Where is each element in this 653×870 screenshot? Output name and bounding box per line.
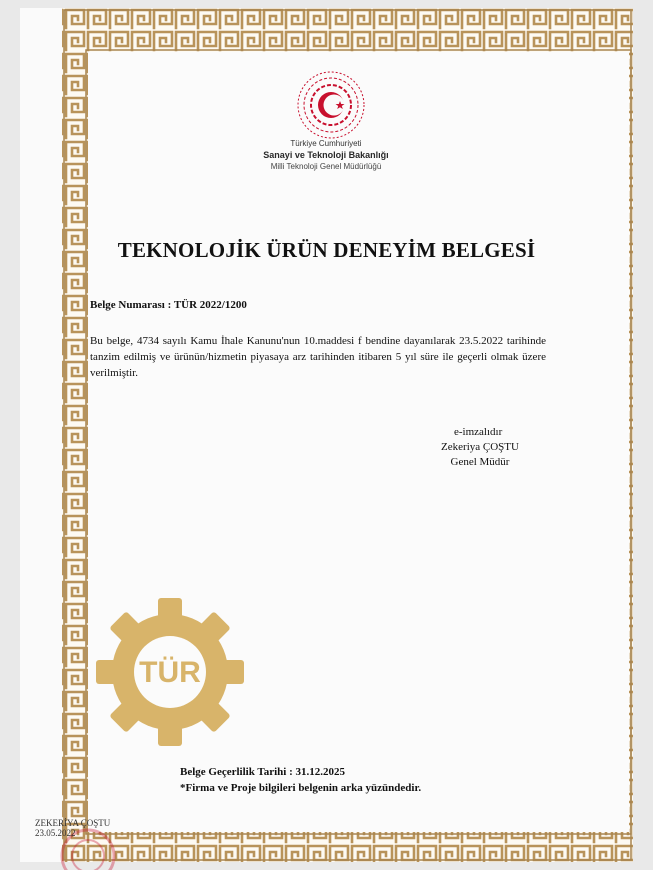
ministry-name: Sanayi ve Teknoloji Bakanlığı [263, 150, 389, 160]
signatory-title: Genel Müdür [450, 456, 510, 468]
logo-text: TÜR [139, 656, 201, 689]
tur-gear-logo [92, 598, 248, 746]
ministry-directorate: Milli Teknoloji Genel Müdürlüğü [270, 162, 382, 171]
certificate-title: TEKNOLOJİK ÜRÜN DENEYİM BELGESİ [117, 238, 536, 262]
footnote: *Firma ve Proje bilgileri belgenin arka yüzündedir. [180, 782, 422, 794]
signature-stamp [35, 818, 110, 838]
ministry-heading [226, 139, 426, 173]
ministry-country: Türkiye Cumhuriyeti [290, 139, 362, 148]
e-signature-label: e-imzalıdır [454, 426, 503, 438]
signature-block [420, 425, 540, 470]
stamp-name: ZEKERİYA ÇOŞTU [35, 818, 111, 828]
validity-date: Belge Geçerlilik Tarihi : 31.12.2025 [180, 766, 345, 778]
ministry-emblem [296, 70, 366, 140]
certificate-number: Belge Numarası : TÜR 2022/1200 [90, 299, 247, 311]
certificate-body: Bu belge, 4734 sayılı Kamu İhale Kanunu'nun 10.maddesi f bendine dayanılarak 23.5.2022 tarihinde tanzim edilmiş ve ürünün/hizmetin piyasaya arz tarihinden itibaren 5 yıl süre ile geçerli olmak üzere verilmiştir. [90, 335, 546, 379]
stamp-date: 23.05.2022 [35, 828, 76, 838]
signatory-name: Zekeriya ÇOŞTU [441, 441, 519, 453]
